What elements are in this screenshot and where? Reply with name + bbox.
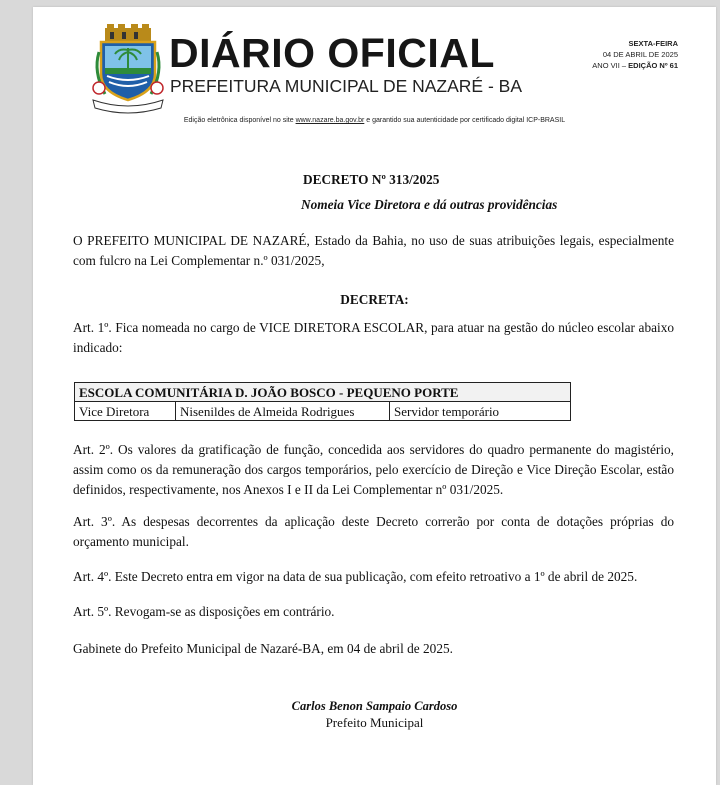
- signer-role: Prefeito Municipal: [325, 715, 424, 730]
- article-1: Art. 1º. Fica nomeada no cargo de VICE DIRETORA ESCOLAR, para atuar na gestão do núcleo escolar abaixo indicado:: [73, 320, 674, 355]
- table-row: [75, 402, 571, 421]
- article-3: Art. 3º. As despesas decorrentes da aplicação deste Decreto correrão por conta de dotações próprias do orçamento municipal.: [73, 514, 674, 549]
- decree-number: DECRETO Nº 313/2025: [303, 172, 440, 187]
- appointment-table: [74, 382, 571, 421]
- document-page: [33, 7, 716, 785]
- decreta-heading: DECRETA:: [340, 292, 409, 307]
- closing-line: Gabinete do Prefeito Municipal de Nazaré-BA, em 04 de abril de 2025.: [73, 641, 453, 656]
- notice-suffix: e garantido sua autenticidade por certificado digital ICP-BRASIL: [364, 117, 566, 124]
- decree-preamble: O PREFEITO MUNICIPAL DE NAZARÉ, Estado da Bahia, no uso de suas atribuições legais, especialmente com fulcro na Lei Complementar n.º 031/2025,: [73, 233, 674, 268]
- article-2: Art. 2º. Os valores da gratificação de função, concedida aos servidores do quadro permanente do magistério, assim como os da remuneração dos cargos temporários, pelo exercício de Direção e Vice Direção Escolar, estão definidos, respectivamente, nos Anexos I e II da Lei Complementar nº 031/2025.: [73, 442, 674, 497]
- position-cell: Vice Diretora: [75, 402, 176, 421]
- edition-number: EDIÇÃO Nº 61: [628, 61, 678, 70]
- newspaper-title: DIÁRIO OFICIAL: [169, 30, 495, 76]
- edition-info: [592, 38, 678, 71]
- website-link[interactable]: www.nazare.ba.gov.br: [295, 117, 365, 124]
- newspaper-subtitle: PREFEITURA MUNICIPAL DE NAZARÉ - BA: [170, 76, 522, 96]
- edition-weekday: SEXTA-FEIRA: [628, 39, 678, 48]
- edition-line: [592, 60, 678, 71]
- school-name: ESCOLA COMUNITÁRIA D. JOÃO BOSCO - PEQUENO PORTE: [75, 383, 571, 402]
- appointee-name-cell: Nisenildes de Almeida Rodrigues: [176, 402, 390, 421]
- decree-summary: Nomeia Vice Diretora e dá outras providências: [301, 197, 558, 212]
- article-4: Art. 4º. Este Decreto entra em vigor na data de sua publicação, com efeito retroativo a 1º de abril de 2025.: [73, 569, 638, 584]
- article-5: Art. 5º. Revogam-se as disposições em contrário.: [73, 604, 335, 619]
- signer-name: Carlos Benon Sampaio Cardoso: [291, 699, 458, 713]
- edition-date: 04 DE ABRIL DE 2025: [602, 50, 678, 59]
- municipal-crest-icon: [91, 22, 165, 114]
- employment-type-cell: Servidor temporário: [390, 402, 571, 421]
- notice-prefix: Edição eletrônica disponível no site: [183, 117, 296, 124]
- edition-year: ANO VII –: [592, 61, 629, 70]
- digital-edition-notice: [33, 117, 716, 124]
